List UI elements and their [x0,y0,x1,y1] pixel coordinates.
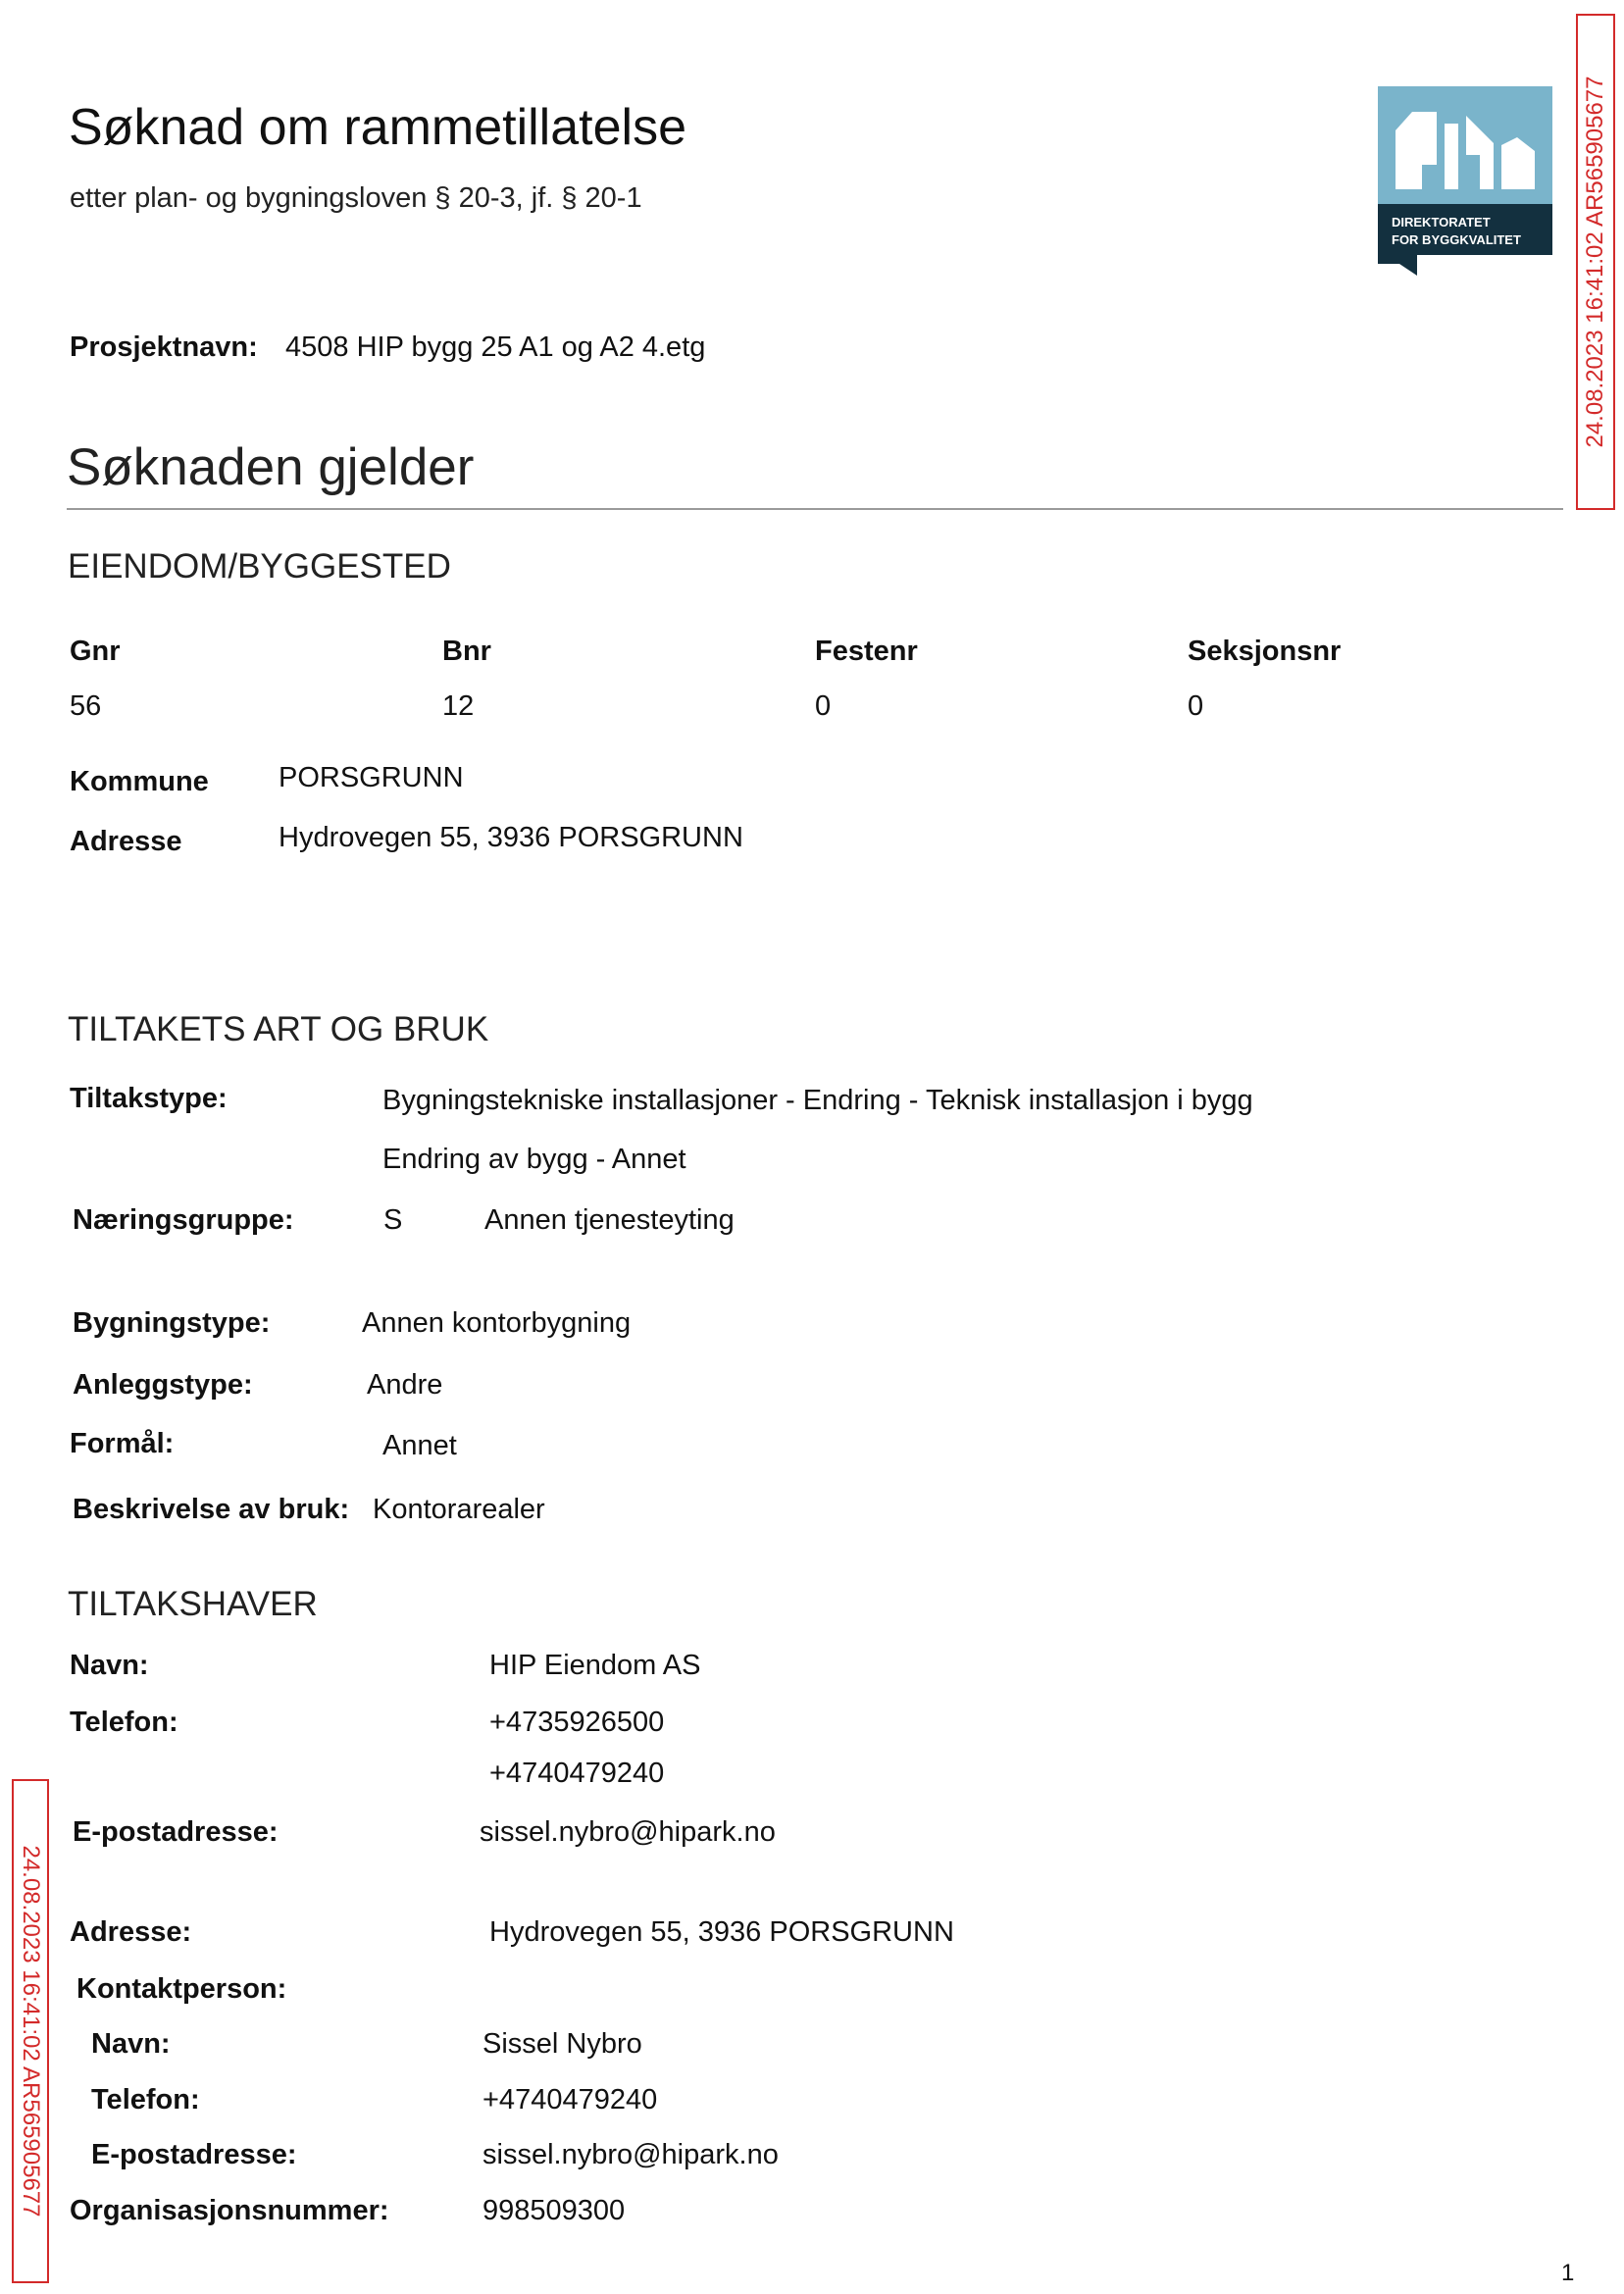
bnr-label: Bnr [442,636,491,667]
page-number: 1 [1561,2260,1575,2286]
kontakt-telefon-value: +4740479240 [482,2084,658,2116]
project-label: Prosjektnavn: [70,331,258,363]
timestamp-stamp-text: 24.08.2023 16:41:02 AR565905677 [1582,76,1608,448]
seksjonsnr-value: 0 [1188,690,1204,722]
formal-value: Annet [382,1430,457,1461]
gnr-label: Gnr [70,636,121,667]
naeringsgruppe-value: Annen tjenesteyting [484,1204,735,1236]
kommune-value: PORSGRUNN [279,762,464,793]
tiltakstype-value-1: Bygningstekniske installasjoner - Endring - Teknisk installasjon i bygg [382,1085,1253,1116]
dibk-logo [1378,86,1552,276]
festenr-label: Festenr [815,636,918,667]
tiltakstype-value-2: Endring av bygg - Annet [382,1144,686,1175]
document-title: Søknad om rammetillatelse [69,99,686,156]
kontakt-navn-label: Navn: [91,2028,171,2060]
seksjonsnr-label: Seksjonsnr [1188,636,1342,667]
festenr-value: 0 [815,690,832,722]
bnr-value: 12 [442,690,475,722]
tiltakshaver-telefon-value-2: +4740479240 [489,1758,665,1789]
bygningstype-value: Annen kontorbygning [362,1307,632,1339]
tiltakstype-label: Tiltakstype: [70,1083,228,1114]
kontaktperson-label: Kontaktperson: [76,1973,287,2005]
bygningstype-label: Bygningstype: [73,1307,271,1339]
timestamp-stamp-text: 24.08.2023 16:41:02 AR565905677 [18,1845,44,2218]
timestamp-stamp-right [1576,14,1615,510]
tiltakshaver-telefon-value-1: +4735926500 [489,1707,665,1738]
tiltakshaver-adresse-value: Hydrovegen 55, 3936 PORSGRUNN [489,1916,954,1948]
project-value: 4508 HIP bygg 25 A1 og A2 4.etg [285,331,706,363]
tiltakshaver-navn-value: HIP Eiendom AS [489,1650,701,1681]
document-subtitle: etter plan- og bygningsloven § 20-3, jf. § 20-1 [70,182,642,214]
dibk-logo-graphic [1378,86,1552,276]
beskrivelse-value: Kontorarealer [373,1494,545,1525]
kontakt-navn-value: Sissel Nybro [482,2028,642,2060]
kontakt-epost-value: sissel.nybro@hipark.no [482,2139,779,2170]
beskrivelse-label: Beskrivelse av bruk: [73,1494,350,1525]
eiendom-heading: EIENDOM/BYGGESTED [68,547,451,586]
organisasjonsnummer-value: 998509300 [482,2195,626,2226]
adresse-label: Adresse [70,826,182,857]
section-divider [67,508,1563,510]
section-title: Søknaden gjelder [67,438,475,496]
tiltakshaver-heading: TILTAKSHAVER [68,1585,318,1623]
gnr-value: 56 [70,690,102,722]
tiltakshaver-navn-label: Navn: [70,1650,149,1681]
naeringsgruppe-code: S [383,1204,403,1236]
adresse-value: Hydrovegen 55, 3936 PORSGRUNN [279,822,743,853]
naeringsgruppe-label: Næringsgruppe: [73,1204,294,1236]
kontakt-epost-label: E-postadresse: [91,2139,297,2170]
logo-text-line1: DIREKTORATET [1392,215,1491,229]
tiltakshaver-epost-value: sissel.nybro@hipark.no [480,1816,776,1848]
anleggstype-label: Anleggstype: [73,1369,253,1401]
tiltakshaver-telefon-label: Telefon: [70,1707,178,1738]
tiltakshaver-adresse-label: Adresse: [70,1916,192,1948]
kontakt-telefon-label: Telefon: [91,2084,200,2116]
logo-text-line2: FOR BYGGKVALITET [1392,232,1521,247]
kommune-label: Kommune [70,766,209,797]
anleggstype-value: Andre [367,1369,443,1401]
organisasjonsnummer-label: Organisasjonsnummer: [70,2195,389,2226]
tiltakshaver-epost-label: E-postadresse: [73,1816,279,1848]
tiltak-heading: TILTAKETS ART OG BRUK [68,1010,489,1048]
timestamp-stamp-left [12,1779,49,2283]
formal-label: Formål: [70,1428,175,1459]
